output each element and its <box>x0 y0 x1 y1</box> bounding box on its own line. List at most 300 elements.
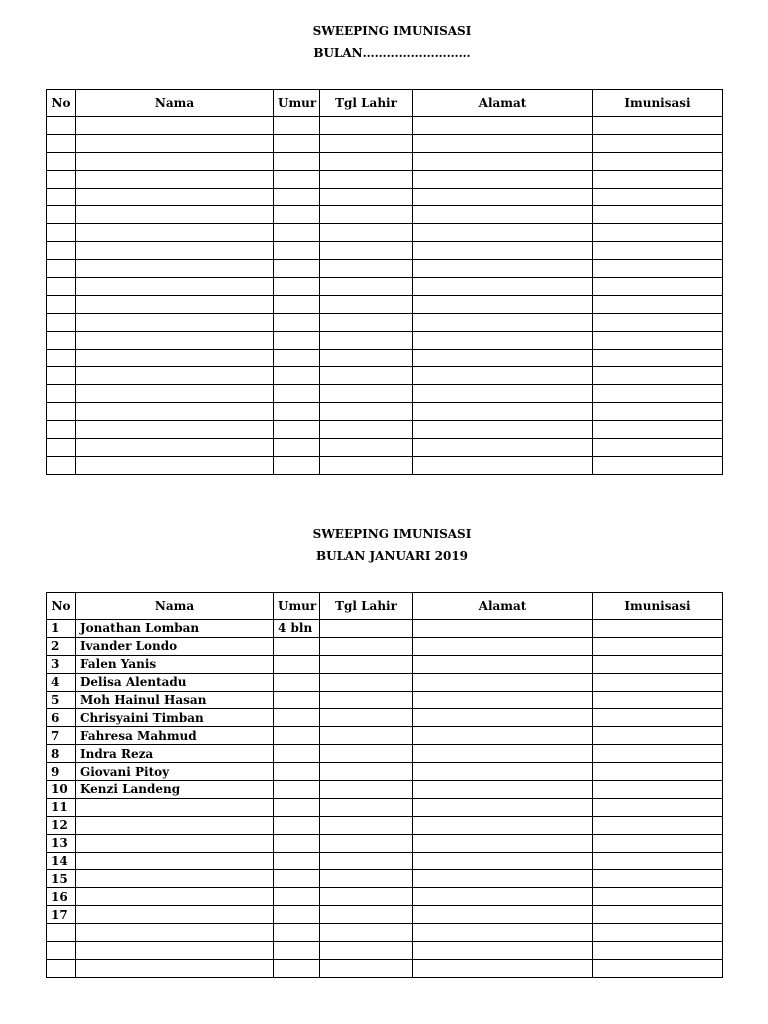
cell-umur <box>274 763 320 781</box>
cell-tgl-lahir <box>320 870 413 888</box>
cell-imunisasi <box>593 456 723 474</box>
cell-nama <box>76 439 274 457</box>
cell-alamat <box>413 959 593 977</box>
cell-imunisasi <box>593 942 723 960</box>
cell-alamat <box>413 385 593 403</box>
cell-alamat <box>413 117 593 135</box>
cell-umur <box>274 242 320 260</box>
cell-nama <box>76 906 274 924</box>
cell-tgl-lahir <box>320 206 413 224</box>
cell-umur <box>274 691 320 709</box>
table-row <box>47 673 723 691</box>
cell-alamat <box>413 224 593 242</box>
cell-umur <box>274 260 320 278</box>
cell-tgl-lahir <box>320 260 413 278</box>
cell-no <box>47 385 76 403</box>
cell-no <box>47 456 76 474</box>
cell-imunisasi <box>593 403 723 421</box>
cell-imunisasi <box>593 655 723 673</box>
cell-umur <box>274 278 320 296</box>
table-row <box>47 816 723 834</box>
cell-imunisasi <box>593 188 723 206</box>
cell-nama <box>76 152 274 170</box>
cell-no: 14 <box>47 852 76 870</box>
cell-umur <box>274 906 320 924</box>
cell-alamat <box>413 709 593 727</box>
cell-imunisasi <box>593 906 723 924</box>
cell-umur <box>274 349 320 367</box>
cell-imunisasi <box>593 709 723 727</box>
cell-alamat <box>413 439 593 457</box>
cell-alamat <box>413 870 593 888</box>
table-row <box>47 295 723 313</box>
cell-imunisasi <box>593 439 723 457</box>
table-row <box>47 870 723 888</box>
cell-nama <box>76 349 274 367</box>
cell-alamat <box>413 152 593 170</box>
cell-umur <box>274 421 320 439</box>
cell-no <box>47 924 76 942</box>
cell-tgl-lahir <box>320 331 413 349</box>
cell-tgl-lahir <box>320 278 413 296</box>
cell-imunisasi <box>593 134 723 152</box>
cell-nama <box>76 224 274 242</box>
cell-tgl-lahir <box>320 313 413 331</box>
cell-alamat <box>413 188 593 206</box>
cell-alamat <box>413 888 593 906</box>
column-header-nama: Nama <box>76 593 274 620</box>
cell-imunisasi <box>593 242 723 260</box>
cell-umur <box>274 403 320 421</box>
cell-no <box>47 959 76 977</box>
cell-imunisasi <box>593 313 723 331</box>
cell-alamat <box>413 637 593 655</box>
cell-tgl-lahir <box>320 439 413 457</box>
cell-tgl-lahir <box>320 691 413 709</box>
cell-no: 6 <box>47 709 76 727</box>
cell-nama: Jonathan Lomban <box>76 620 274 638</box>
cell-imunisasi <box>593 888 723 906</box>
cell-alamat <box>413 367 593 385</box>
cell-no: 15 <box>47 870 76 888</box>
table-row <box>47 403 723 421</box>
column-header-alamat: Alamat <box>413 593 593 620</box>
cell-nama <box>76 313 274 331</box>
cell-tgl-lahir <box>320 834 413 852</box>
cell-nama <box>76 456 274 474</box>
cell-no: 16 <box>47 888 76 906</box>
cell-umur <box>274 727 320 745</box>
cell-tgl-lahir <box>320 367 413 385</box>
cell-umur: 4 bln <box>274 620 320 638</box>
table-row <box>47 188 723 206</box>
cell-no: 13 <box>47 834 76 852</box>
cell-no: 3 <box>47 655 76 673</box>
cell-imunisasi <box>593 637 723 655</box>
table-row <box>47 834 723 852</box>
cell-imunisasi <box>593 117 723 135</box>
cell-no <box>47 188 76 206</box>
cell-nama: Giovani Pitoy <box>76 763 274 781</box>
cell-alamat <box>413 763 593 781</box>
table-row <box>47 655 723 673</box>
cell-tgl-lahir <box>320 942 413 960</box>
column-header-no: No <box>47 90 76 117</box>
cell-alamat <box>413 331 593 349</box>
cell-nama: Moh Hainul Hasan <box>76 691 274 709</box>
table-row <box>47 260 723 278</box>
cell-tgl-lahir <box>320 816 413 834</box>
cell-tgl-lahir <box>320 224 413 242</box>
cell-tgl-lahir <box>320 403 413 421</box>
cell-imunisasi <box>593 170 723 188</box>
cell-no <box>47 224 76 242</box>
cell-no <box>47 242 76 260</box>
cell-umur <box>274 385 320 403</box>
cell-umur <box>274 870 320 888</box>
column-header-nama: Nama <box>76 90 274 117</box>
cell-umur <box>274 798 320 816</box>
cell-umur <box>274 295 320 313</box>
table-row <box>47 242 723 260</box>
cell-no: 4 <box>47 673 76 691</box>
cell-nama <box>76 888 274 906</box>
cell-imunisasi <box>593 852 723 870</box>
column-header-tgl-lahir: Tgl Lahir <box>320 90 413 117</box>
cell-alamat <box>413 781 593 799</box>
cell-umur <box>274 655 320 673</box>
cell-alamat <box>413 816 593 834</box>
cell-imunisasi <box>593 224 723 242</box>
cell-tgl-lahir <box>320 349 413 367</box>
table-row <box>47 385 723 403</box>
cell-nama <box>76 403 274 421</box>
cell-nama <box>76 170 274 188</box>
table-row <box>47 924 723 942</box>
cell-alamat <box>413 134 593 152</box>
cell-no: 8 <box>47 745 76 763</box>
cell-imunisasi <box>593 367 723 385</box>
column-header-imunisasi: Imunisasi <box>593 90 723 117</box>
cell-imunisasi <box>593 816 723 834</box>
cell-nama <box>76 385 274 403</box>
cell-imunisasi <box>593 763 723 781</box>
table-row <box>47 763 723 781</box>
form1-table <box>46 89 723 475</box>
cell-tgl-lahir <box>320 745 413 763</box>
cell-tgl-lahir <box>320 727 413 745</box>
cell-imunisasi <box>593 781 723 799</box>
cell-tgl-lahir <box>320 385 413 403</box>
column-header-imunisasi: Imunisasi <box>593 593 723 620</box>
cell-nama <box>76 798 274 816</box>
cell-imunisasi <box>593 673 723 691</box>
table-row <box>47 959 723 977</box>
cell-umur <box>274 313 320 331</box>
cell-nama <box>76 959 274 977</box>
cell-imunisasi <box>593 834 723 852</box>
cell-alamat <box>413 655 593 673</box>
cell-nama <box>76 924 274 942</box>
cell-no: 17 <box>47 906 76 924</box>
cell-no: 7 <box>47 727 76 745</box>
table-row <box>47 691 723 709</box>
table-row <box>47 439 723 457</box>
table-row <box>47 637 723 655</box>
cell-tgl-lahir <box>320 295 413 313</box>
cell-no <box>47 278 76 296</box>
cell-tgl-lahir <box>320 620 413 638</box>
table-row <box>47 456 723 474</box>
cell-umur <box>274 331 320 349</box>
column-header-umur: Umur <box>274 593 320 620</box>
cell-alamat <box>413 745 593 763</box>
cell-imunisasi <box>593 924 723 942</box>
table-row <box>47 331 723 349</box>
cell-alamat <box>413 456 593 474</box>
cell-tgl-lahir <box>320 798 413 816</box>
cell-umur <box>274 673 320 691</box>
table-row <box>47 620 723 638</box>
cell-tgl-lahir <box>320 134 413 152</box>
cell-no <box>47 206 76 224</box>
cell-no: 1 <box>47 620 76 638</box>
cell-nama <box>76 367 274 385</box>
cell-tgl-lahir <box>320 170 413 188</box>
cell-tgl-lahir <box>320 763 413 781</box>
cell-nama <box>76 242 274 260</box>
cell-no <box>47 152 76 170</box>
cell-no <box>47 295 76 313</box>
table-row <box>47 117 723 135</box>
cell-tgl-lahir <box>320 421 413 439</box>
cell-umur <box>274 888 320 906</box>
cell-umur <box>274 206 320 224</box>
cell-umur <box>274 924 320 942</box>
cell-nama <box>76 188 274 206</box>
cell-no <box>47 170 76 188</box>
cell-imunisasi <box>593 295 723 313</box>
cell-tgl-lahir <box>320 888 413 906</box>
form2-title: SWEEPING IMUNISASI <box>312 527 472 541</box>
cell-imunisasi <box>593 331 723 349</box>
form1-title: SWEEPING IMUNISASI <box>312 24 472 38</box>
cell-umur <box>274 456 320 474</box>
cell-alamat <box>413 349 593 367</box>
table-row <box>47 798 723 816</box>
cell-no: 12 <box>47 816 76 834</box>
cell-imunisasi <box>593 385 723 403</box>
cell-alamat <box>413 924 593 942</box>
cell-imunisasi <box>593 278 723 296</box>
cell-alamat <box>413 691 593 709</box>
cell-tgl-lahir <box>320 673 413 691</box>
table-row <box>47 313 723 331</box>
cell-no <box>47 439 76 457</box>
cell-nama <box>76 816 274 834</box>
cell-alamat <box>413 942 593 960</box>
cell-tgl-lahir <box>320 655 413 673</box>
cell-nama: Ivander Londo <box>76 637 274 655</box>
cell-nama <box>76 278 274 296</box>
column-header-no: No <box>47 593 76 620</box>
cell-tgl-lahir <box>320 959 413 977</box>
cell-umur <box>274 117 320 135</box>
column-header-alamat: Alamat <box>413 90 593 117</box>
column-header-umur: Umur <box>274 90 320 117</box>
cell-imunisasi <box>593 349 723 367</box>
cell-umur <box>274 745 320 763</box>
cell-alamat <box>413 242 593 260</box>
cell-tgl-lahir <box>320 906 413 924</box>
cell-umur <box>274 942 320 960</box>
table-row <box>47 152 723 170</box>
column-header-tgl-lahir: Tgl Lahir <box>320 593 413 620</box>
cell-no <box>47 313 76 331</box>
table-row <box>47 745 723 763</box>
cell-tgl-lahir <box>320 852 413 870</box>
cell-no: 2 <box>47 637 76 655</box>
cell-alamat <box>413 906 593 924</box>
table-row <box>47 942 723 960</box>
form2-table <box>46 592 723 978</box>
cell-nama <box>76 134 274 152</box>
cell-nama: Indra Reza <box>76 745 274 763</box>
cell-nama: Fahresa Mahmud <box>76 727 274 745</box>
cell-alamat <box>413 673 593 691</box>
cell-imunisasi <box>593 798 723 816</box>
cell-tgl-lahir <box>320 456 413 474</box>
cell-umur <box>274 224 320 242</box>
cell-nama: Kenzi Landeng <box>76 781 274 799</box>
cell-umur <box>274 781 320 799</box>
cell-no <box>47 942 76 960</box>
cell-alamat <box>413 403 593 421</box>
cell-no <box>47 349 76 367</box>
table-row <box>47 278 723 296</box>
cell-no <box>47 260 76 278</box>
cell-no: 11 <box>47 798 76 816</box>
cell-nama <box>76 260 274 278</box>
cell-imunisasi <box>593 152 723 170</box>
table-row <box>47 367 723 385</box>
cell-nama <box>76 331 274 349</box>
table-row <box>47 906 723 924</box>
table-row <box>47 888 723 906</box>
cell-umur <box>274 852 320 870</box>
cell-no <box>47 403 76 421</box>
cell-no <box>47 134 76 152</box>
cell-no <box>47 421 76 439</box>
table-row <box>47 709 723 727</box>
table-row <box>47 852 723 870</box>
cell-tgl-lahir <box>320 924 413 942</box>
cell-nama <box>76 295 274 313</box>
cell-alamat <box>413 421 593 439</box>
cell-nama <box>76 421 274 439</box>
cell-no: 10 <box>47 781 76 799</box>
cell-umur <box>274 834 320 852</box>
cell-umur <box>274 134 320 152</box>
table-row <box>47 134 723 152</box>
cell-nama: Delisa Alentadu <box>76 673 274 691</box>
cell-alamat <box>413 798 593 816</box>
table-row <box>47 224 723 242</box>
table-row <box>47 727 723 745</box>
cell-tgl-lahir <box>320 709 413 727</box>
cell-nama: Chrisyaini Timban <box>76 709 274 727</box>
cell-nama: Falen Yanis <box>76 655 274 673</box>
cell-alamat <box>413 727 593 745</box>
cell-umur <box>274 709 320 727</box>
cell-tgl-lahir <box>320 188 413 206</box>
cell-no: 5 <box>47 691 76 709</box>
cell-alamat <box>413 295 593 313</box>
table-row <box>47 781 723 799</box>
table-row <box>47 170 723 188</box>
cell-nama <box>76 834 274 852</box>
cell-imunisasi <box>593 260 723 278</box>
cell-no <box>47 331 76 349</box>
cell-alamat <box>413 278 593 296</box>
cell-no: 9 <box>47 763 76 781</box>
cell-umur <box>274 816 320 834</box>
cell-alamat <box>413 620 593 638</box>
cell-imunisasi <box>593 421 723 439</box>
table-row <box>47 421 723 439</box>
cell-imunisasi <box>593 727 723 745</box>
form1-subtitle: BULAN……………………… <box>313 46 471 60</box>
cell-umur <box>274 170 320 188</box>
cell-tgl-lahir <box>320 117 413 135</box>
cell-umur <box>274 367 320 385</box>
cell-tgl-lahir <box>320 242 413 260</box>
cell-imunisasi <box>593 620 723 638</box>
cell-alamat <box>413 170 593 188</box>
cell-alamat <box>413 260 593 278</box>
cell-nama <box>76 117 274 135</box>
cell-nama <box>76 870 274 888</box>
cell-tgl-lahir <box>320 637 413 655</box>
cell-alamat <box>413 206 593 224</box>
cell-alamat <box>413 852 593 870</box>
cell-no <box>47 117 76 135</box>
cell-umur <box>274 637 320 655</box>
table-header-row <box>47 593 723 620</box>
cell-tgl-lahir <box>320 781 413 799</box>
cell-umur <box>274 959 320 977</box>
cell-no <box>47 367 76 385</box>
cell-imunisasi <box>593 959 723 977</box>
table-header-row <box>47 90 723 117</box>
cell-alamat <box>413 834 593 852</box>
cell-umur <box>274 188 320 206</box>
cell-nama <box>76 206 274 224</box>
cell-imunisasi <box>593 745 723 763</box>
cell-nama <box>76 942 274 960</box>
form2-subtitle: BULAN JANUARI 2019 <box>315 549 469 563</box>
cell-alamat <box>413 313 593 331</box>
cell-nama <box>76 852 274 870</box>
cell-tgl-lahir <box>320 152 413 170</box>
cell-imunisasi <box>593 870 723 888</box>
table-row <box>47 206 723 224</box>
cell-imunisasi <box>593 691 723 709</box>
table-row <box>47 349 723 367</box>
cell-imunisasi <box>593 206 723 224</box>
cell-umur <box>274 439 320 457</box>
cell-umur <box>274 152 320 170</box>
